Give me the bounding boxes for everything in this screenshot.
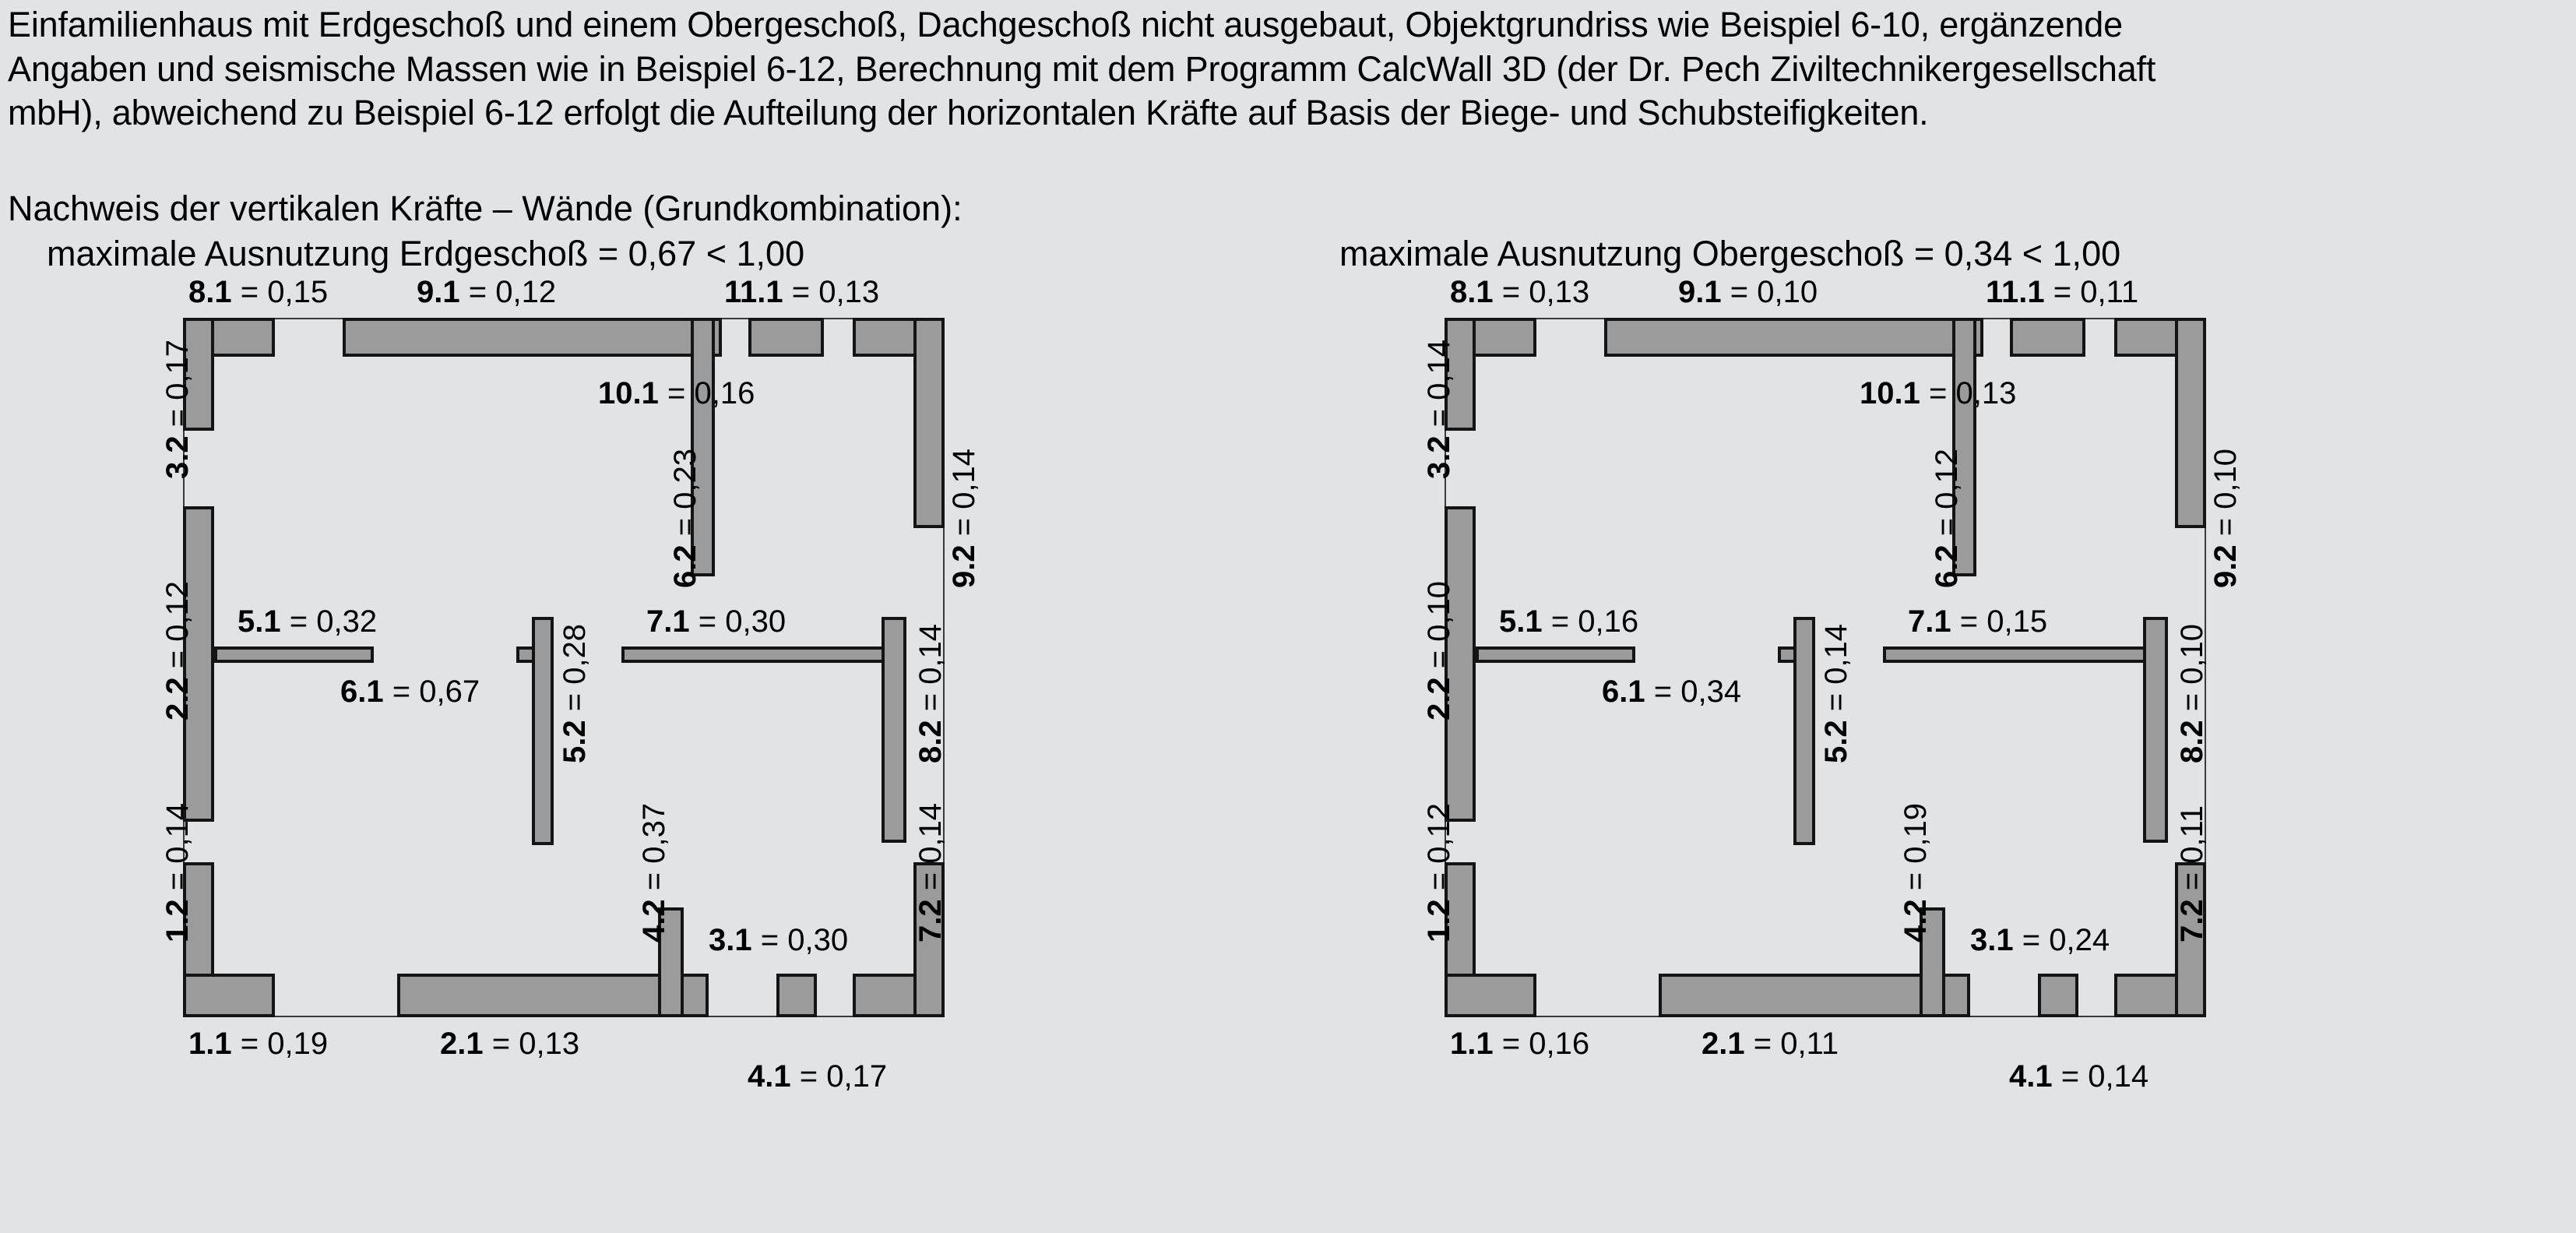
label-value: = 0,67 [392, 675, 480, 709]
label-value: = 0,14 [947, 448, 981, 537]
label-3-2-og [1423, 340, 1455, 479]
label-id: 1.1 [188, 1027, 232, 1061]
label-9-1-og [1678, 277, 1818, 308]
label-value: = 0,28 [558, 623, 592, 712]
wall-9-1-og [1604, 318, 1983, 357]
label-value: = 0,13 [491, 1027, 580, 1061]
label-id: 7.1 [646, 604, 690, 639]
label-8-2-eg [915, 624, 946, 763]
label-value: = 0,19 [240, 1027, 329, 1061]
label-id: 9.1 [417, 275, 460, 309]
label-5-2-og [1821, 624, 1852, 763]
label-id: 10.1 [598, 376, 659, 410]
label-value: = 0,15 [1959, 604, 2048, 639]
label-id: 3.2 [1422, 435, 1456, 479]
label-value: = 0,30 [760, 923, 849, 957]
label-value: = 0,14 [160, 802, 195, 891]
label-id: 2.2 [1422, 677, 1456, 720]
label-value: = 0,10 [1422, 580, 1456, 669]
label-id: 4.2 [1899, 899, 1933, 942]
label-3-2-eg [162, 340, 193, 479]
label-9-1-eg [417, 277, 556, 308]
label-id: 11.1 [724, 275, 783, 309]
label-id: 1.2 [1422, 899, 1456, 942]
label-1-2-og [1423, 803, 1455, 942]
label-id: 5.1 [238, 604, 281, 639]
label-5-1-og [1499, 606, 1638, 637]
intro-line-3: mbH), abweichend zu Beispiel 6-12 erfolgt die Aufteilung der horizontalen Kräfte auf Basis der Biege- und Schubsteifigkeiten. [8, 93, 1929, 133]
label-6-1-og [1602, 676, 1741, 707]
label-1-1-eg [188, 1028, 328, 1059]
label-value: = 0,15 [240, 275, 329, 309]
label-11-1-og [1986, 277, 2138, 308]
wall-1-1-og [1445, 974, 1536, 1017]
label-value: = 0,34 [1653, 675, 1742, 709]
label-4-2-eg [639, 803, 670, 942]
label-value: = 0,13 [791, 275, 880, 309]
label-id: 8.1 [188, 275, 232, 309]
wall-7-1-eg [621, 646, 890, 663]
label-id: 10.1 [1860, 376, 1920, 410]
label-value: = 0,14 [2060, 1059, 2149, 1094]
label-value: = 0,12 [1422, 802, 1456, 891]
label-3-1-eg [709, 925, 848, 956]
max-usage-erdgeschoss: maximale Ausnutzung Erdgeschoß = 0,67 < 1,00 [47, 234, 805, 273]
label-id: 5.2 [1819, 720, 1853, 763]
wall-5-1-eg [214, 646, 374, 663]
label-id: 8.2 [2175, 720, 2209, 763]
label-4-2-og [1900, 803, 1931, 942]
label-10-1-og [1860, 378, 2016, 409]
intro-line-2: Angaben und seismische Massen wie in Beispiel 6-12, Berechnung mit dem Programm CalcWall 3D (der Dr. Pech Ziviltechnikergesellschaft [8, 48, 2156, 89]
label-id: 6.2 [668, 544, 702, 588]
label-1-1-og [1450, 1028, 1589, 1059]
wall-8-2-eg [882, 617, 906, 843]
label-id: 6.1 [1602, 675, 1645, 709]
label-value: = 0,11 [2175, 805, 2209, 891]
wall-7-1-og [1883, 646, 2152, 663]
section-heading: Nachweis der vertikalen Kräfte – Wände (Grundkombination): [8, 188, 962, 228]
label-value: = 0,14 [1422, 339, 1456, 428]
wall-5-2-og [1793, 617, 1815, 845]
label-value: = 0,17 [160, 339, 195, 428]
label-id: 6.2 [1930, 544, 1964, 588]
label-value: = 0,14 [913, 623, 948, 712]
label-value: = 0,16 [667, 376, 755, 410]
label-value: = 0,30 [698, 604, 787, 639]
label-id: 3.1 [709, 923, 752, 957]
label-value: = 0,13 [1501, 275, 1590, 309]
intro-line-1: Einfamilienhaus mit Erdgeschoß und einem Obergeschoß, Dachgeschoß nicht ausgebaut, Objektgrundriss wie Beispiel 6-10, ergänzende [8, 5, 2123, 44]
label-value: = 0,12 [468, 275, 557, 309]
label-value: = 0,10 [1730, 275, 1818, 309]
label-6-1-eg [340, 676, 480, 707]
intro-paragraph [8, 3, 2570, 136]
label-4-1-og [2009, 1061, 2148, 1092]
label-id: 3.2 [160, 435, 195, 479]
label-2-1-og [1701, 1028, 1839, 1059]
label-5-2-eg [559, 624, 590, 763]
label-value: = 0,11 [2053, 275, 2139, 309]
label-value: = 0,14 [913, 802, 948, 891]
label-8-1-og [1450, 277, 1589, 308]
label-id: 5.2 [558, 720, 592, 763]
label-value: = 0,23 [668, 448, 702, 537]
label-11-1-eg [724, 277, 879, 308]
label-id: 4.2 [637, 899, 671, 942]
wall-9-2-og [2175, 318, 2206, 528]
label-7-1-og [1908, 606, 2047, 637]
label-2-2-og [1423, 581, 1455, 720]
label-value: = 0,10 [2175, 623, 2209, 712]
wall-8-2-og [2143, 617, 2168, 843]
label-id: 11.1 [1986, 275, 2045, 309]
wall-3-1-eg [776, 974, 817, 1017]
wall-5-2-eg [532, 617, 554, 845]
label-value: = 0,10 [2208, 448, 2243, 537]
label-7-2-eg [915, 803, 946, 942]
wall-1-1-eg [183, 974, 275, 1017]
label-value: = 0,24 [2022, 923, 2110, 957]
label-value: = 0,16 [1550, 604, 1639, 639]
label-id: 2.2 [160, 677, 195, 720]
label-id: 8.2 [913, 720, 948, 763]
label-value: = 0,16 [1501, 1027, 1590, 1061]
label-value: = 0,14 [1819, 623, 1853, 712]
label-value: = 0,17 [799, 1059, 888, 1094]
label-id: 5.1 [1499, 604, 1543, 639]
label-id: 6.1 [340, 675, 384, 709]
label-id: 9.2 [947, 544, 981, 588]
label-7-2-og [2177, 805, 2208, 942]
label-id: 8.1 [1450, 275, 1494, 309]
max-usage-obergeschoss: maximale Ausnutzung Obergeschoß = 0,34 < 1,00 [1339, 234, 2121, 273]
wall-3-1-og [2038, 974, 2078, 1017]
wall-10-1-og [2010, 318, 2085, 357]
floor-plan-erdgeschoss [132, 275, 1300, 1215]
label-id: 9.2 [2208, 544, 2243, 588]
label-6-2-og [1931, 449, 1962, 588]
label-2-1-eg [440, 1028, 579, 1059]
wall-9-2-eg [913, 318, 945, 528]
label-id: 2.1 [1701, 1027, 1745, 1061]
label-9-2-og [2210, 449, 2241, 588]
label-id: 9.1 [1678, 275, 1722, 309]
label-2-2-eg [162, 581, 193, 720]
label-10-1-eg [598, 378, 755, 409]
label-value: = 0,12 [160, 580, 195, 669]
label-3-1-og [1970, 925, 2110, 956]
floor-plan-obergeschoss [1394, 275, 2562, 1215]
label-id: 3.1 [1970, 923, 2014, 957]
wall-9-1-eg [343, 318, 722, 357]
label-6-2-eg [670, 449, 701, 588]
label-id: 1.1 [1450, 1027, 1494, 1061]
label-id: 7.2 [913, 899, 948, 942]
label-value: = 0,11 [1753, 1027, 1839, 1061]
label-8-2-og [2177, 624, 2208, 763]
label-7-1-eg [646, 606, 786, 637]
wall-10-1-eg [748, 318, 824, 357]
label-value: = 0,13 [1928, 376, 2017, 410]
label-id: 1.2 [160, 899, 195, 942]
label-5-1-eg [238, 606, 377, 637]
label-id: 4.1 [748, 1059, 791, 1094]
label-id: 4.1 [2009, 1059, 2053, 1094]
wall-5-1-og [1476, 646, 1635, 663]
label-4-1-eg [748, 1061, 887, 1092]
label-8-1-eg [188, 277, 328, 308]
label-id: 2.1 [440, 1027, 484, 1061]
label-id: 7.1 [1908, 604, 1951, 639]
label-value: = 0,37 [637, 802, 671, 891]
label-9-2-eg [948, 449, 980, 588]
label-1-2-eg [162, 803, 193, 942]
label-value: = 0,32 [289, 604, 378, 639]
label-value: = 0,19 [1899, 802, 1933, 891]
label-id: 7.2 [2175, 899, 2209, 942]
label-value: = 0,12 [1930, 448, 1964, 537]
